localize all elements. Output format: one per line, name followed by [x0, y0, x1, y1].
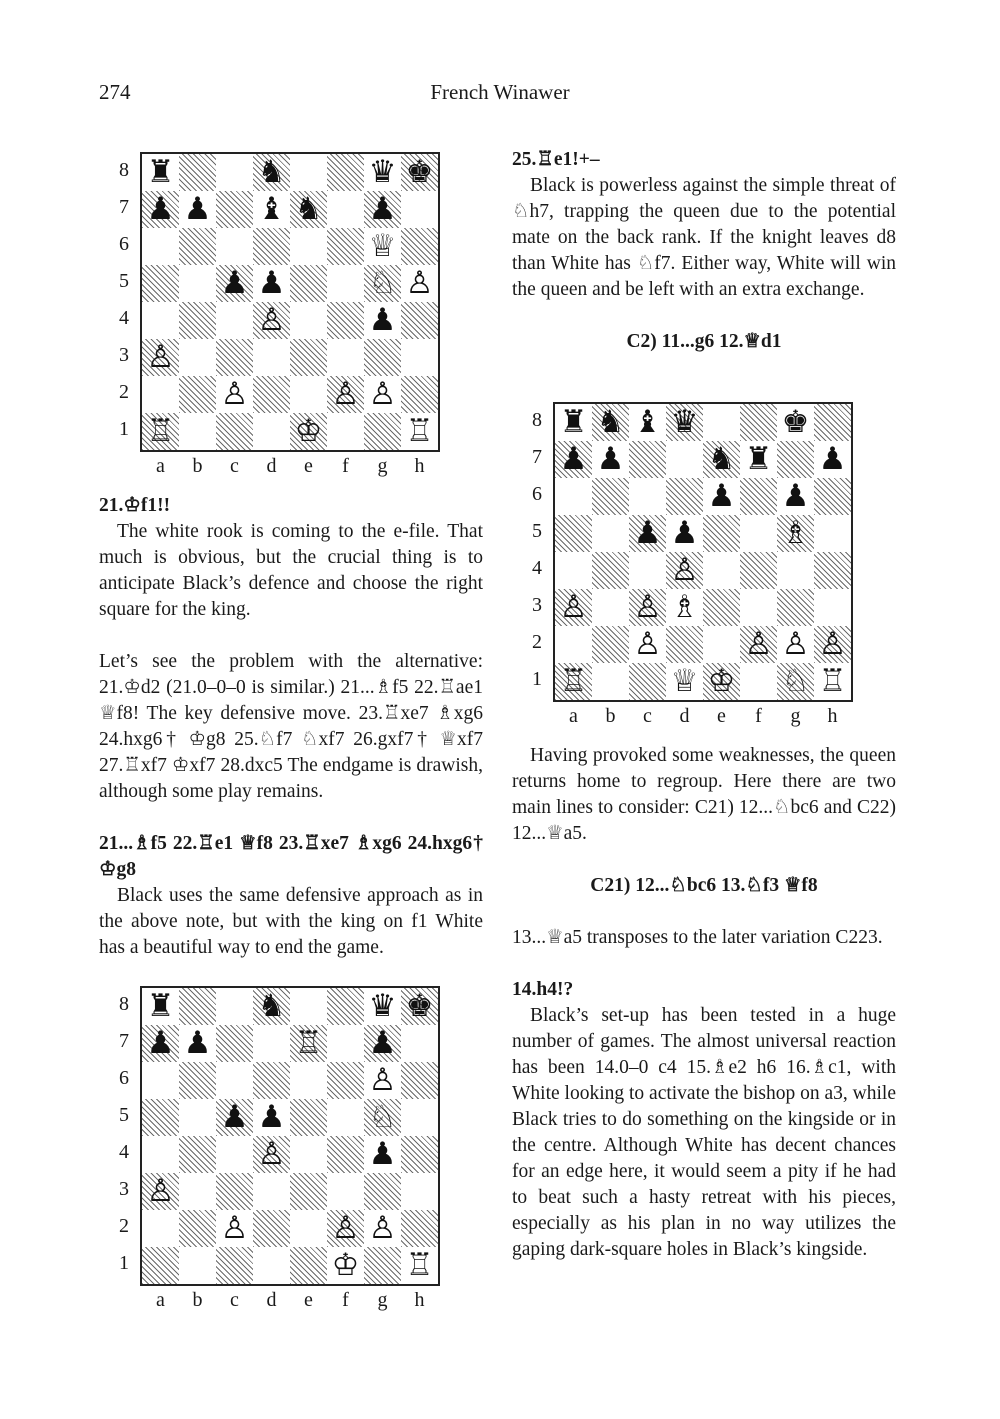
square-h7: [401, 191, 438, 228]
black-pawn-icon: ♟: [633, 515, 662, 551]
square-f1: [327, 413, 364, 450]
black-king-icon: ♚: [781, 404, 810, 440]
black-pawn-icon: ♟: [220, 1099, 249, 1135]
white-pawn-icon: ♙: [220, 1210, 249, 1246]
square-d3: [253, 339, 290, 376]
rank-label: 5: [532, 520, 542, 542]
square-e6: [290, 228, 327, 265]
black-rook-icon: ♜: [559, 404, 588, 440]
square-f7: [327, 1025, 364, 1062]
file-label: g: [790, 705, 801, 727]
white-knight-icon: ♘: [368, 265, 397, 301]
chess-diagram-2: [523, 400, 863, 735]
paragraph-powerless: Black is powerless against the simple threat of ♘h7, trapping the queen due to the potential mate on the back rank. If the knight leaves d8 than White has ♘f7. Either way, White will win the queen and be left with an extra exchange.: [512, 175, 896, 300]
square-f3: [740, 589, 777, 626]
black-knight-icon: ♞: [596, 404, 625, 440]
square-b6: [179, 1062, 216, 1099]
black-pawn-icon: ♟: [596, 441, 625, 477]
black-king-icon: ♚: [405, 988, 434, 1024]
paragraph-rook-efile: The white rook is coming to the e-file. That much is obvious, but the crucial thing is to anticipate Black’s defence and choose the right square for the king.: [99, 521, 483, 620]
rank-label: 4: [119, 307, 129, 329]
square-e4: [290, 302, 327, 339]
black-knight-icon: ♞: [707, 441, 736, 477]
square-f7: [327, 191, 364, 228]
file-label: a: [156, 1289, 165, 1311]
file-label: e: [717, 705, 726, 727]
rank-label: 6: [119, 1067, 129, 1089]
white-bishop-icon: ♗: [781, 515, 810, 551]
square-b6: [592, 478, 629, 515]
white-king-icon: ♔: [331, 1247, 360, 1283]
rank-label: 5: [119, 1104, 129, 1126]
square-b1: [592, 663, 629, 700]
rank-label: 1: [532, 668, 542, 690]
square-f8: [327, 154, 364, 191]
square-h5: [401, 1099, 438, 1136]
square-a5: [555, 515, 592, 552]
square-f6: [327, 228, 364, 265]
square-f4: [327, 1136, 364, 1173]
square-f5: [327, 1099, 364, 1136]
file-label: e: [304, 1289, 313, 1311]
black-pawn-icon: ♟: [368, 191, 397, 227]
square-h6: [401, 228, 438, 265]
white-rook-icon: ♖: [405, 1247, 434, 1283]
square-c3: [216, 339, 253, 376]
square-d1: [253, 413, 290, 450]
square-h5: [814, 515, 851, 552]
black-knight-icon: ♞: [294, 191, 323, 227]
white-rook-icon: ♖: [294, 1025, 323, 1061]
white-pawn-icon: ♙: [744, 626, 773, 662]
file-label: d: [266, 455, 277, 477]
square-d6: [253, 1062, 290, 1099]
square-f4: [327, 302, 364, 339]
square-e5: [703, 515, 740, 552]
square-a2: [555, 626, 592, 663]
white-pawn-icon: ♙: [331, 376, 360, 412]
white-pawn-icon: ♙: [818, 626, 847, 662]
square-h6: [401, 1062, 438, 1099]
file-label: d: [266, 1289, 277, 1311]
white-queen-icon: ♕: [368, 228, 397, 264]
rank-label: 4: [532, 557, 542, 579]
square-f3: [327, 1173, 364, 1210]
square-b8: [179, 154, 216, 191]
square-b3: [179, 339, 216, 376]
file-label: f: [342, 455, 349, 477]
square-h3: [814, 589, 851, 626]
white-pawn-icon: ♙: [368, 1062, 397, 1098]
square-e2: [703, 626, 740, 663]
rank-label: 2: [119, 381, 129, 403]
square-h7: [401, 1025, 438, 1062]
square-d6: [253, 228, 290, 265]
black-queen-icon: ♛: [670, 404, 699, 440]
move-heading-25re1: 25.♖e1!+–: [512, 149, 600, 170]
square-d2: [253, 1210, 290, 1247]
rank-label: 7: [119, 196, 129, 218]
white-rook-icon: ♖: [559, 663, 588, 699]
white-pawn-icon: ♙: [257, 1136, 286, 1172]
square-b5: [592, 515, 629, 552]
black-queen-icon: ♛: [368, 988, 397, 1024]
square-b4: [179, 302, 216, 339]
black-knight-icon: ♞: [257, 988, 286, 1024]
square-e8: [290, 154, 327, 191]
black-rook-icon: ♜: [744, 441, 773, 477]
black-pawn-icon: ♟: [781, 478, 810, 514]
square-c3: [216, 1173, 253, 1210]
square-d7: [666, 441, 703, 478]
white-pawn-icon: ♙: [633, 589, 662, 625]
black-pawn-icon: ♟: [183, 191, 212, 227]
square-h4: [814, 552, 851, 589]
left-column-upper: [99, 493, 483, 961]
file-label: d: [679, 705, 690, 727]
square-e5: [290, 1099, 327, 1136]
square-d2: [253, 376, 290, 413]
square-h2: [401, 1210, 438, 1247]
square-d3: [253, 1173, 290, 1210]
black-pawn-icon: ♟: [183, 1025, 212, 1061]
rank-label: 8: [119, 993, 129, 1015]
square-c7: [216, 1025, 253, 1062]
square-b4: [592, 552, 629, 589]
square-f8: [327, 988, 364, 1025]
square-c1: [629, 663, 666, 700]
square-c1: [216, 1247, 253, 1284]
paragraph-black-setup: Black’s set-up has been tested in a huge number of games. The almost universal reaction has been 14.0–0 c4 15.♗e2 h6 16.♗c1, with White looking to activate the bishop on a3, while Black tries to do something on the kingside or in the centre. Although White has decent chances for an edge here, it would seem a pity if he had to beat such a hasty retreat with his pieces, especially as his plan in no way utilizes the gaping dark-square holes in Black’s kingside.: [512, 1005, 896, 1260]
square-g4: [777, 552, 814, 589]
chessboard-1: [140, 152, 440, 452]
rank-label: 3: [119, 1178, 129, 1200]
white-pawn-icon: ♙: [405, 265, 434, 301]
white-pawn-icon: ♙: [368, 376, 397, 412]
black-pawn-icon: ♟: [368, 1025, 397, 1061]
paragraph-alternative: Let’s see the problem with the alternative: 21.♔d2 (21.0–0–0 is similar.) 21...♗f5 22.♖ae1 ♕f8! The key defensive move. 23.♖xe7 ♗xg6 24.hxg6† ♔g8 25.♘f7 ♘xf7 26.gxf7† ♕xf7 27.♖xf7 ♔xf7 28.dxc5 The endgame is drawish, although some play remains.: [99, 651, 483, 802]
white-pawn-icon: ♙: [368, 1210, 397, 1246]
white-king-icon: ♔: [707, 663, 736, 699]
square-d1: [253, 1247, 290, 1284]
white-pawn-icon: ♙: [146, 1173, 175, 1209]
square-c4: [216, 302, 253, 339]
rank-label: 1: [119, 418, 129, 440]
square-f4: [740, 552, 777, 589]
section-heading-c2: C2) 11...g6 12.♕d1: [626, 331, 782, 352]
square-h2: [401, 376, 438, 413]
square-b5: [179, 265, 216, 302]
white-knight-icon: ♘: [781, 663, 810, 699]
black-rook-icon: ♜: [146, 988, 175, 1024]
square-e2: [290, 1210, 327, 1247]
square-b3: [179, 1173, 216, 1210]
chess-diagram-3: [110, 984, 450, 1319]
move-heading-21kf1: 21.♔f1!!: [99, 495, 171, 516]
square-c8: [216, 988, 253, 1025]
square-f6: [740, 478, 777, 515]
chess-diagram-1: [110, 150, 450, 485]
square-f6: [327, 1062, 364, 1099]
chessboard-2: [553, 402, 853, 702]
black-pawn-icon: ♟: [368, 302, 397, 338]
rank-label: 2: [532, 631, 542, 653]
square-b8: [179, 988, 216, 1025]
square-e4: [703, 552, 740, 589]
file-label: c: [230, 455, 239, 477]
white-pawn-icon: ♙: [146, 339, 175, 375]
square-f5: [740, 515, 777, 552]
file-label: g: [377, 455, 388, 477]
square-b5: [179, 1099, 216, 1136]
white-rook-icon: ♖: [146, 413, 175, 449]
square-c4: [629, 552, 666, 589]
file-label: f: [755, 705, 762, 727]
square-g3: [364, 339, 401, 376]
file-label: h: [414, 1289, 425, 1311]
white-pawn-icon: ♙: [257, 302, 286, 338]
file-label: a: [156, 455, 165, 477]
rank-label: 7: [119, 1030, 129, 1052]
square-d2: [666, 626, 703, 663]
file-label: h: [414, 455, 425, 477]
rank-label: 3: [532, 594, 542, 616]
white-pawn-icon: ♙: [633, 626, 662, 662]
move-heading-21bf5: 21...♗f5 22.♖e1 ♕f8 23.♖xe7 ♗xg6 24.hxg6† ♔g8: [99, 833, 483, 880]
section-heading-c21: C21) 12...♘bc6 13.♘f3 ♕f8: [590, 875, 818, 896]
square-b3: [592, 589, 629, 626]
white-king-icon: ♔: [294, 413, 323, 449]
black-pawn-icon: ♟: [146, 191, 175, 227]
rank-label: 2: [119, 1215, 129, 1237]
black-pawn-icon: ♟: [559, 441, 588, 477]
black-pawn-icon: ♟: [220, 265, 249, 301]
square-c6: [629, 478, 666, 515]
square-e8: [290, 988, 327, 1025]
square-e2: [290, 376, 327, 413]
paragraph-defensive-approach: Black uses the same defensive approach as in the above note, but with the king on f1 White has a beautiful way to end the game.: [99, 885, 483, 958]
square-a6: [142, 1062, 179, 1099]
square-e6: [290, 1062, 327, 1099]
square-f3: [327, 339, 364, 376]
square-g7: [777, 441, 814, 478]
page-number: 274: [99, 80, 131, 104]
move-heading-14h4: 14.h4!?: [512, 979, 574, 1000]
square-a2: [142, 1210, 179, 1247]
paragraph-transposes: 13...♕a5 transposes to the later variation C223.: [512, 927, 883, 948]
black-queen-icon: ♛: [368, 154, 397, 190]
black-pawn-icon: ♟: [146, 1025, 175, 1061]
square-b1: [179, 1247, 216, 1284]
square-c6: [216, 228, 253, 265]
square-c6: [216, 1062, 253, 1099]
square-a5: [142, 265, 179, 302]
file-label: c: [230, 1289, 239, 1311]
square-e4: [290, 1136, 327, 1173]
white-knight-icon: ♘: [368, 1099, 397, 1135]
rank-label: 6: [119, 233, 129, 255]
file-label: g: [377, 1289, 388, 1311]
square-c8: [216, 154, 253, 191]
square-h3: [401, 1173, 438, 1210]
square-c1: [216, 413, 253, 450]
square-b2: [592, 626, 629, 663]
rank-label: 1: [119, 1252, 129, 1274]
file-label: b: [192, 455, 203, 477]
file-label: f: [342, 1289, 349, 1311]
rank-label: 5: [119, 270, 129, 292]
square-b2: [179, 376, 216, 413]
square-g3: [364, 1173, 401, 1210]
square-a4: [555, 552, 592, 589]
square-g3: [777, 589, 814, 626]
square-h8: [814, 404, 851, 441]
rank-label: 6: [532, 483, 542, 505]
black-knight-icon: ♞: [257, 154, 286, 190]
black-pawn-icon: ♟: [707, 478, 736, 514]
square-a6: [555, 478, 592, 515]
rank-label: 8: [119, 159, 129, 181]
square-g1: [364, 1247, 401, 1284]
square-h4: [401, 302, 438, 339]
chessboard-3: [140, 986, 440, 1286]
square-c7: [629, 441, 666, 478]
square-a6: [142, 228, 179, 265]
square-a1: [142, 1247, 179, 1284]
square-c4: [216, 1136, 253, 1173]
white-rook-icon: ♖: [818, 663, 847, 699]
square-f1: [740, 663, 777, 700]
black-rook-icon: ♜: [146, 154, 175, 190]
square-e5: [290, 265, 327, 302]
file-label: h: [827, 705, 838, 727]
square-g1: [364, 413, 401, 450]
right-column-upper: [512, 147, 896, 355]
square-b1: [179, 413, 216, 450]
square-h3: [401, 339, 438, 376]
square-e3: [703, 589, 740, 626]
square-a4: [142, 1136, 179, 1173]
right-column-lower: [512, 743, 896, 1263]
rank-label: 3: [119, 344, 129, 366]
square-b2: [179, 1210, 216, 1247]
white-bishop-icon: ♗: [670, 589, 699, 625]
square-e1: [290, 1247, 327, 1284]
square-f5: [327, 265, 364, 302]
file-label: b: [192, 1289, 203, 1311]
file-label: b: [605, 705, 616, 727]
running-title: French Winawer: [430, 80, 570, 104]
white-pawn-icon: ♙: [331, 1210, 360, 1246]
square-e3: [290, 1173, 327, 1210]
white-queen-icon: ♕: [670, 663, 699, 699]
white-rook-icon: ♖: [405, 413, 434, 449]
square-h6: [814, 478, 851, 515]
square-b6: [179, 228, 216, 265]
square-h4: [401, 1136, 438, 1173]
black-pawn-icon: ♟: [818, 441, 847, 477]
white-pawn-icon: ♙: [781, 626, 810, 662]
black-king-icon: ♚: [405, 154, 434, 190]
rank-label: 7: [532, 446, 542, 468]
square-e3: [290, 339, 327, 376]
black-pawn-icon: ♟: [257, 265, 286, 301]
square-e8: [703, 404, 740, 441]
rank-label: 4: [119, 1141, 129, 1163]
black-pawn-icon: ♟: [257, 1099, 286, 1135]
file-label: c: [643, 705, 652, 727]
black-pawn-icon: ♟: [368, 1136, 397, 1172]
white-pawn-icon: ♙: [559, 589, 588, 625]
rank-label: 8: [532, 409, 542, 431]
square-d7: [253, 1025, 290, 1062]
square-a4: [142, 302, 179, 339]
square-f8: [740, 404, 777, 441]
paragraph-provoked-weaknesses: Having provoked some weaknesses, the queen returns home to regroup. Here there are two main lines to consider: C21) 12...♘bc6 and C22) 12...♕a5.: [512, 745, 896, 844]
file-label: e: [304, 455, 313, 477]
white-pawn-icon: ♙: [220, 376, 249, 412]
file-label: a: [569, 705, 578, 727]
black-pawn-icon: ♟: [670, 515, 699, 551]
square-d6: [666, 478, 703, 515]
square-a2: [142, 376, 179, 413]
black-bishop-icon: ♝: [257, 191, 286, 227]
square-b4: [179, 1136, 216, 1173]
square-c7: [216, 191, 253, 228]
black-bishop-icon: ♝: [633, 404, 662, 440]
square-a5: [142, 1099, 179, 1136]
white-pawn-icon: ♙: [670, 552, 699, 588]
